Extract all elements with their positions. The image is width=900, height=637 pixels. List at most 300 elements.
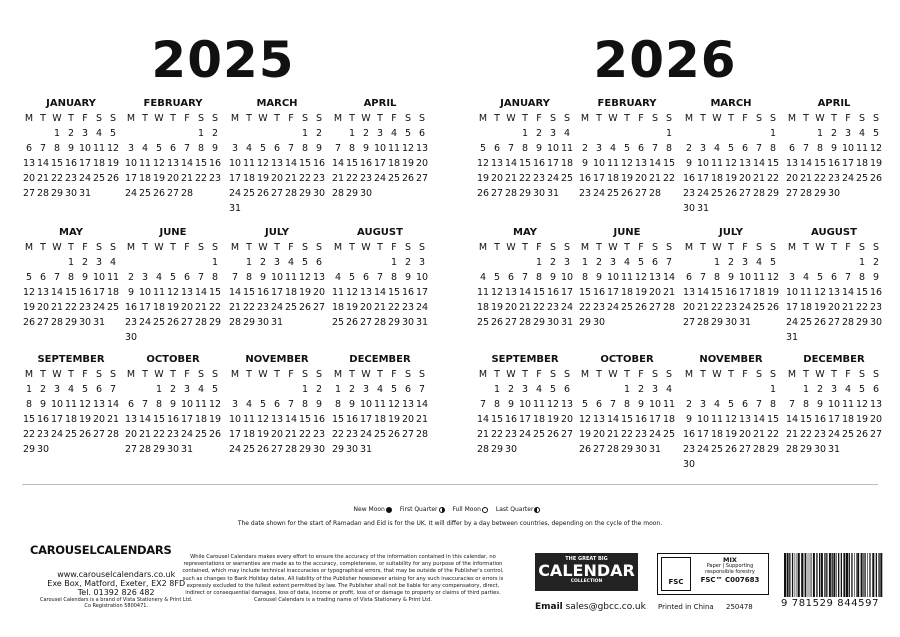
day-cell: 19 bbox=[298, 287, 312, 298]
day-cell: 3 bbox=[273, 257, 281, 268]
day-cell: 7 bbox=[755, 143, 763, 154]
day-cell: 7 bbox=[665, 257, 673, 268]
day-cell: 23 bbox=[124, 317, 138, 328]
day-cell: 18 bbox=[242, 173, 256, 184]
day-cell: 6 bbox=[493, 143, 501, 154]
day-cell: 13 bbox=[682, 287, 696, 298]
barcode-bar bbox=[816, 553, 817, 597]
day-grid bbox=[476, 111, 574, 201]
weekday-header: T bbox=[596, 242, 602, 253]
day-cell: 29 bbox=[242, 317, 256, 328]
day-cell: 27 bbox=[738, 188, 752, 199]
day-cell: 24 bbox=[138, 317, 152, 328]
empty-day bbox=[228, 126, 242, 141]
weekday-header: S bbox=[665, 113, 673, 124]
day-cell: 15 bbox=[578, 287, 592, 298]
weekday-header: S bbox=[651, 242, 659, 253]
day-cell: 3 bbox=[418, 257, 426, 268]
day-cell: 11 bbox=[662, 399, 676, 410]
day-cell: 26 bbox=[476, 188, 490, 199]
day-cell: 25 bbox=[106, 302, 120, 313]
weekday-header: T bbox=[728, 369, 734, 380]
empty-day bbox=[696, 255, 710, 270]
day-cell: 7 bbox=[699, 272, 707, 283]
weekday-header: M bbox=[230, 242, 240, 253]
day-cell: 4 bbox=[245, 143, 253, 154]
day-cell: 4 bbox=[197, 384, 205, 395]
barcode-icon bbox=[783, 553, 883, 597]
barcode-bar bbox=[836, 553, 837, 597]
day-cell: 24 bbox=[841, 173, 855, 184]
day-cell: 23 bbox=[869, 302, 883, 313]
day-cell: 21 bbox=[228, 302, 242, 313]
day-cell: 8 bbox=[713, 272, 721, 283]
day-cell: 24 bbox=[92, 302, 106, 313]
day-cell: 3 bbox=[81, 128, 89, 139]
weekday-header: T bbox=[170, 369, 176, 380]
day-cell: 19 bbox=[724, 173, 738, 184]
barcode-bar bbox=[863, 553, 864, 597]
day-cell: 12 bbox=[546, 399, 560, 410]
weekday-header: M bbox=[24, 113, 34, 124]
day-cell: 10 bbox=[841, 143, 855, 154]
day-cell: 9 bbox=[315, 143, 323, 154]
day-grid bbox=[785, 367, 883, 457]
weekday-header: T bbox=[728, 113, 734, 124]
empty-day bbox=[22, 255, 36, 270]
day-cell: 21 bbox=[138, 429, 152, 440]
day-cell: 22 bbox=[331, 429, 345, 440]
day-cell: 6 bbox=[595, 399, 603, 410]
month-march-2025 bbox=[228, 97, 326, 216]
day-cell: 12 bbox=[152, 158, 166, 169]
day-grid bbox=[228, 111, 326, 216]
day-cell: 18 bbox=[64, 414, 78, 425]
empty-day bbox=[682, 126, 696, 141]
year-2026-calendar bbox=[476, 97, 888, 477]
weekday-header: S bbox=[755, 369, 763, 380]
weekday-header: T bbox=[596, 113, 602, 124]
day-cell: 29 bbox=[331, 444, 345, 455]
weekday-header: F bbox=[845, 369, 851, 380]
day-cell: 28 bbox=[138, 444, 152, 455]
day-cell: 29 bbox=[152, 444, 166, 455]
day-cell: 27 bbox=[166, 188, 180, 199]
day-cell: 12 bbox=[724, 414, 738, 425]
day-cell: 6 bbox=[315, 257, 323, 268]
day-cell: 13 bbox=[827, 287, 841, 298]
weekday-header: W bbox=[154, 242, 164, 253]
empty-day bbox=[710, 382, 724, 397]
day-cell: 6 bbox=[651, 257, 659, 268]
day-cell: 25 bbox=[152, 317, 166, 328]
day-cell: 1 bbox=[623, 384, 631, 395]
month-june-2025 bbox=[124, 226, 222, 345]
day-cell: 8 bbox=[197, 143, 205, 154]
day-cell: 23 bbox=[813, 429, 827, 440]
day-cell: 18 bbox=[284, 287, 298, 298]
day-cell: 6 bbox=[637, 143, 645, 154]
barcode-bar bbox=[811, 553, 812, 597]
weekday-header: T bbox=[170, 113, 176, 124]
day-cell: 30 bbox=[634, 444, 648, 455]
barcode-bar bbox=[821, 553, 823, 597]
day-cell: 8 bbox=[802, 399, 810, 410]
day-cell: 6 bbox=[830, 272, 838, 283]
day-cell: 11 bbox=[138, 158, 152, 169]
day-cell: 30 bbox=[166, 444, 180, 455]
month-name: JANUARY bbox=[46, 98, 96, 109]
empty-day bbox=[648, 126, 662, 141]
day-cell: 15 bbox=[710, 287, 724, 298]
day-cell: 8 bbox=[155, 399, 163, 410]
day-cell: 2 bbox=[127, 272, 135, 283]
cal-logo-top: THE GREAT BIG bbox=[565, 556, 608, 562]
day-cell: 14 bbox=[518, 287, 532, 298]
barcode-bar bbox=[856, 553, 857, 597]
weekday-header: M bbox=[787, 242, 797, 253]
day-cell: 16 bbox=[869, 287, 883, 298]
day-cell: 12 bbox=[22, 287, 36, 298]
day-cell: 19 bbox=[766, 287, 780, 298]
day-cell: 3 bbox=[595, 143, 603, 154]
fsc-code: FSC™ C007683 bbox=[700, 576, 760, 584]
weekday-header: W bbox=[712, 113, 722, 124]
day-cell: 29 bbox=[766, 188, 780, 199]
month-name: MAY bbox=[513, 227, 537, 238]
day-cell: 15 bbox=[387, 287, 401, 298]
day-cell: 14 bbox=[662, 272, 676, 283]
weekday-header: W bbox=[361, 242, 371, 253]
day-cell: 26 bbox=[345, 317, 359, 328]
day-cell: 23 bbox=[682, 444, 696, 455]
day-cell: 28 bbox=[752, 444, 766, 455]
day-cell: 10 bbox=[606, 272, 620, 283]
day-cell: 24 bbox=[827, 429, 841, 440]
day-cell: 17 bbox=[696, 429, 710, 440]
day-cell: 21 bbox=[106, 414, 120, 425]
day-cell: 20 bbox=[92, 414, 106, 425]
day-cell: 1 bbox=[581, 257, 589, 268]
day-cell: 25 bbox=[799, 317, 813, 328]
day-cell: 5 bbox=[211, 384, 219, 395]
empty-day bbox=[504, 126, 518, 141]
day-cell: 13 bbox=[560, 399, 574, 410]
day-cell: 19 bbox=[22, 302, 36, 313]
day-grid bbox=[22, 240, 120, 330]
day-cell: 20 bbox=[415, 158, 429, 169]
day-cell: 26 bbox=[106, 173, 120, 184]
day-cell: 25 bbox=[331, 317, 345, 328]
day-cell: 16 bbox=[724, 287, 738, 298]
day-cell: 24 bbox=[50, 429, 64, 440]
month-name: DECEMBER bbox=[803, 354, 865, 365]
day-cell: 23 bbox=[359, 173, 373, 184]
weekday-header: T bbox=[700, 369, 706, 380]
day-cell: 6 bbox=[788, 143, 796, 154]
day-cell: 20 bbox=[180, 302, 194, 313]
month-january-2025 bbox=[22, 97, 120, 201]
barcode-bar bbox=[861, 553, 863, 597]
day-cell: 26 bbox=[620, 188, 634, 199]
day-cell: 17 bbox=[738, 287, 752, 298]
day-cell: 23 bbox=[166, 429, 180, 440]
day-cell: 27 bbox=[22, 188, 36, 199]
day-cell: 7 bbox=[334, 143, 342, 154]
weekday-header: F bbox=[638, 369, 644, 380]
empty-day bbox=[22, 126, 36, 141]
day-cell: 26 bbox=[855, 429, 869, 440]
day-cell: 22 bbox=[152, 429, 166, 440]
first-quarter-icon bbox=[439, 507, 445, 513]
day-cell: 5 bbox=[549, 384, 557, 395]
day-cell: 24 bbox=[415, 302, 429, 313]
month-january-2026 bbox=[476, 97, 574, 201]
day-cell: 9 bbox=[727, 272, 735, 283]
day-cell: 30 bbox=[78, 317, 92, 328]
empty-day bbox=[752, 126, 766, 141]
day-cell: 26 bbox=[813, 317, 827, 328]
weekday-header: T bbox=[274, 242, 280, 253]
day-cell: 23 bbox=[546, 302, 560, 313]
day-cell: 1 bbox=[816, 128, 824, 139]
weekday-header: T bbox=[274, 113, 280, 124]
day-cell: 15 bbox=[152, 414, 166, 425]
day-cell: 5 bbox=[623, 143, 631, 154]
day-cell: 14 bbox=[331, 158, 345, 169]
day-cell: 25 bbox=[662, 429, 676, 440]
day-cell: 26 bbox=[724, 188, 738, 199]
day-cell: 24 bbox=[738, 302, 752, 313]
day-cell: 29 bbox=[490, 444, 504, 455]
day-cell: 27 bbox=[312, 302, 326, 313]
day-cell: 27 bbox=[124, 444, 138, 455]
day-cell: 19 bbox=[724, 429, 738, 440]
day-cell: 28 bbox=[662, 302, 676, 313]
day-cell: 18 bbox=[606, 173, 620, 184]
day-cell: 14 bbox=[138, 414, 152, 425]
day-cell: 16 bbox=[634, 414, 648, 425]
day-cell: 30 bbox=[124, 332, 138, 343]
day-cell: 21 bbox=[841, 302, 855, 313]
month-name: JULY bbox=[265, 227, 289, 238]
weekday-header: T bbox=[831, 369, 837, 380]
day-cell: 19 bbox=[208, 414, 222, 425]
day-cell: 1 bbox=[53, 128, 61, 139]
day-cell: 14 bbox=[504, 158, 518, 169]
day-cell: 25 bbox=[92, 173, 106, 184]
day-cell: 31 bbox=[180, 444, 194, 455]
empty-day bbox=[270, 126, 284, 141]
day-cell: 13 bbox=[92, 399, 106, 410]
day-cell: 18 bbox=[138, 173, 152, 184]
day-grid bbox=[331, 111, 429, 201]
day-cell: 13 bbox=[124, 414, 138, 425]
day-cell: 6 bbox=[362, 272, 370, 283]
day-cell: 2 bbox=[507, 384, 515, 395]
empty-day bbox=[36, 126, 50, 141]
day-cell: 1 bbox=[155, 384, 163, 395]
day-cell: 26 bbox=[634, 302, 648, 313]
day-cell: 16 bbox=[345, 414, 359, 425]
day-cell: 11 bbox=[799, 287, 813, 298]
day-cell: 9 bbox=[507, 399, 515, 410]
day-cell: 11 bbox=[242, 158, 256, 169]
day-grid bbox=[228, 367, 326, 457]
day-cell: 1 bbox=[769, 128, 777, 139]
day-cell: 14 bbox=[752, 158, 766, 169]
day-cell: 21 bbox=[284, 173, 298, 184]
day-cell: 17 bbox=[648, 414, 662, 425]
day-cell: 11 bbox=[92, 143, 106, 154]
day-cell: 25 bbox=[620, 302, 634, 313]
empty-day bbox=[476, 382, 490, 397]
day-cell: 20 bbox=[648, 287, 662, 298]
day-cell: 20 bbox=[560, 414, 574, 425]
day-cell: 21 bbox=[194, 302, 208, 313]
day-cell: 13 bbox=[359, 287, 373, 298]
day-cell: 3 bbox=[362, 384, 370, 395]
day-cell: 23 bbox=[312, 173, 326, 184]
day-cell: 22 bbox=[855, 302, 869, 313]
brand-logo bbox=[30, 543, 171, 557]
day-cell: 4 bbox=[665, 384, 673, 395]
day-cell: 12 bbox=[476, 158, 490, 169]
day-cell: 18 bbox=[476, 302, 490, 313]
day-cell: 1 bbox=[521, 128, 529, 139]
day-cell: 2 bbox=[404, 257, 412, 268]
weekday-header: F bbox=[288, 242, 294, 253]
day-cell: 9 bbox=[549, 272, 557, 283]
barcode-bar bbox=[824, 553, 825, 597]
day-cell: 15 bbox=[518, 158, 532, 169]
day-cell: 22 bbox=[50, 173, 64, 184]
weekday-header: W bbox=[52, 242, 62, 253]
day-cell: 17 bbox=[359, 414, 373, 425]
day-cell: 21 bbox=[504, 173, 518, 184]
product-code: 250478 bbox=[726, 603, 753, 611]
day-cell: 20 bbox=[634, 173, 648, 184]
day-cell: 3 bbox=[141, 272, 149, 283]
month-name: FEBRUARY bbox=[143, 98, 203, 109]
empty-day bbox=[345, 255, 359, 270]
weekday-header: W bbox=[506, 369, 516, 380]
day-cell: 5 bbox=[816, 272, 824, 283]
day-cell: 5 bbox=[169, 272, 177, 283]
empty-day bbox=[331, 255, 345, 270]
day-cell: 10 bbox=[546, 143, 560, 154]
day-cell: 4 bbox=[334, 272, 342, 283]
fsc-text bbox=[694, 557, 766, 583]
weekday-header: M bbox=[580, 369, 590, 380]
day-cell: 5 bbox=[581, 399, 589, 410]
day-cell: 14 bbox=[373, 287, 387, 298]
day-cell: 10 bbox=[92, 272, 106, 283]
weekday-header: T bbox=[624, 242, 630, 253]
weekday-header: S bbox=[769, 113, 777, 124]
moon-legend bbox=[0, 506, 900, 513]
weekday-header: T bbox=[596, 369, 602, 380]
month-name: JANUARY bbox=[500, 98, 550, 109]
weekday-header: S bbox=[301, 369, 309, 380]
day-cell: 4 bbox=[390, 128, 398, 139]
day-cell: 15 bbox=[799, 414, 813, 425]
day-cell: 23 bbox=[532, 173, 546, 184]
weekday-header: M bbox=[580, 242, 590, 253]
weekday-header: S bbox=[197, 242, 205, 253]
day-cell: 15 bbox=[298, 158, 312, 169]
day-cell: 26 bbox=[298, 302, 312, 313]
day-cell: 9 bbox=[362, 143, 370, 154]
barcode-bar bbox=[829, 553, 831, 597]
day-cell: 18 bbox=[560, 158, 574, 169]
day-cell: 5 bbox=[727, 143, 735, 154]
day-cell: 7 bbox=[479, 399, 487, 410]
day-cell: 1 bbox=[493, 384, 501, 395]
fsc-badge bbox=[657, 553, 769, 595]
weekday-header: S bbox=[769, 242, 777, 253]
day-cell: 15 bbox=[345, 158, 359, 169]
day-cell: 9 bbox=[685, 414, 693, 425]
day-cell: 4 bbox=[802, 272, 810, 283]
day-cell: 24 bbox=[648, 429, 662, 440]
day-cell: 14 bbox=[180, 158, 194, 169]
weekday-header: S bbox=[418, 369, 426, 380]
weekday-header: F bbox=[742, 369, 748, 380]
day-cell: 21 bbox=[373, 302, 387, 313]
day-cell: 19 bbox=[345, 302, 359, 313]
day-cell: 28 bbox=[284, 444, 298, 455]
day-cell: 11 bbox=[242, 414, 256, 425]
day-cell: 1 bbox=[769, 384, 777, 395]
day-cell: 21 bbox=[606, 429, 620, 440]
day-cell: 20 bbox=[270, 173, 284, 184]
day-cell: 20 bbox=[785, 173, 799, 184]
weekday-header: M bbox=[333, 369, 343, 380]
day-cell: 20 bbox=[827, 302, 841, 313]
day-cell: 3 bbox=[699, 399, 707, 410]
day-cell: 18 bbox=[331, 302, 345, 313]
day-cell: 22 bbox=[194, 173, 208, 184]
month-name: JUNE bbox=[613, 227, 641, 238]
barcode-bar bbox=[872, 553, 874, 597]
month-july-2026 bbox=[682, 226, 780, 330]
day-cell: 19 bbox=[401, 158, 415, 169]
day-cell: 21 bbox=[785, 429, 799, 440]
day-cell: 28 bbox=[194, 317, 208, 328]
day-cell: 11 bbox=[64, 399, 78, 410]
day-cell: 6 bbox=[127, 399, 135, 410]
day-cell: 11 bbox=[476, 287, 490, 298]
day-cell: 4 bbox=[609, 143, 617, 154]
day-cell: 29 bbox=[813, 188, 827, 199]
day-cell: 31 bbox=[92, 317, 106, 328]
day-cell: 19 bbox=[78, 414, 92, 425]
day-cell: 5 bbox=[858, 384, 866, 395]
barcode-bar bbox=[792, 553, 793, 597]
month-august-2026 bbox=[785, 226, 883, 345]
day-cell: 31 bbox=[359, 444, 373, 455]
day-cell: 10 bbox=[228, 414, 242, 425]
day-cell: 2 bbox=[39, 384, 47, 395]
day-cell: 8 bbox=[334, 399, 342, 410]
barcode-bar bbox=[819, 553, 820, 597]
day-cell: 12 bbox=[724, 158, 738, 169]
day-cell: 26 bbox=[869, 173, 883, 184]
day-cell: 3 bbox=[53, 384, 61, 395]
weekday-header: F bbox=[184, 369, 190, 380]
empty-day bbox=[724, 126, 738, 141]
